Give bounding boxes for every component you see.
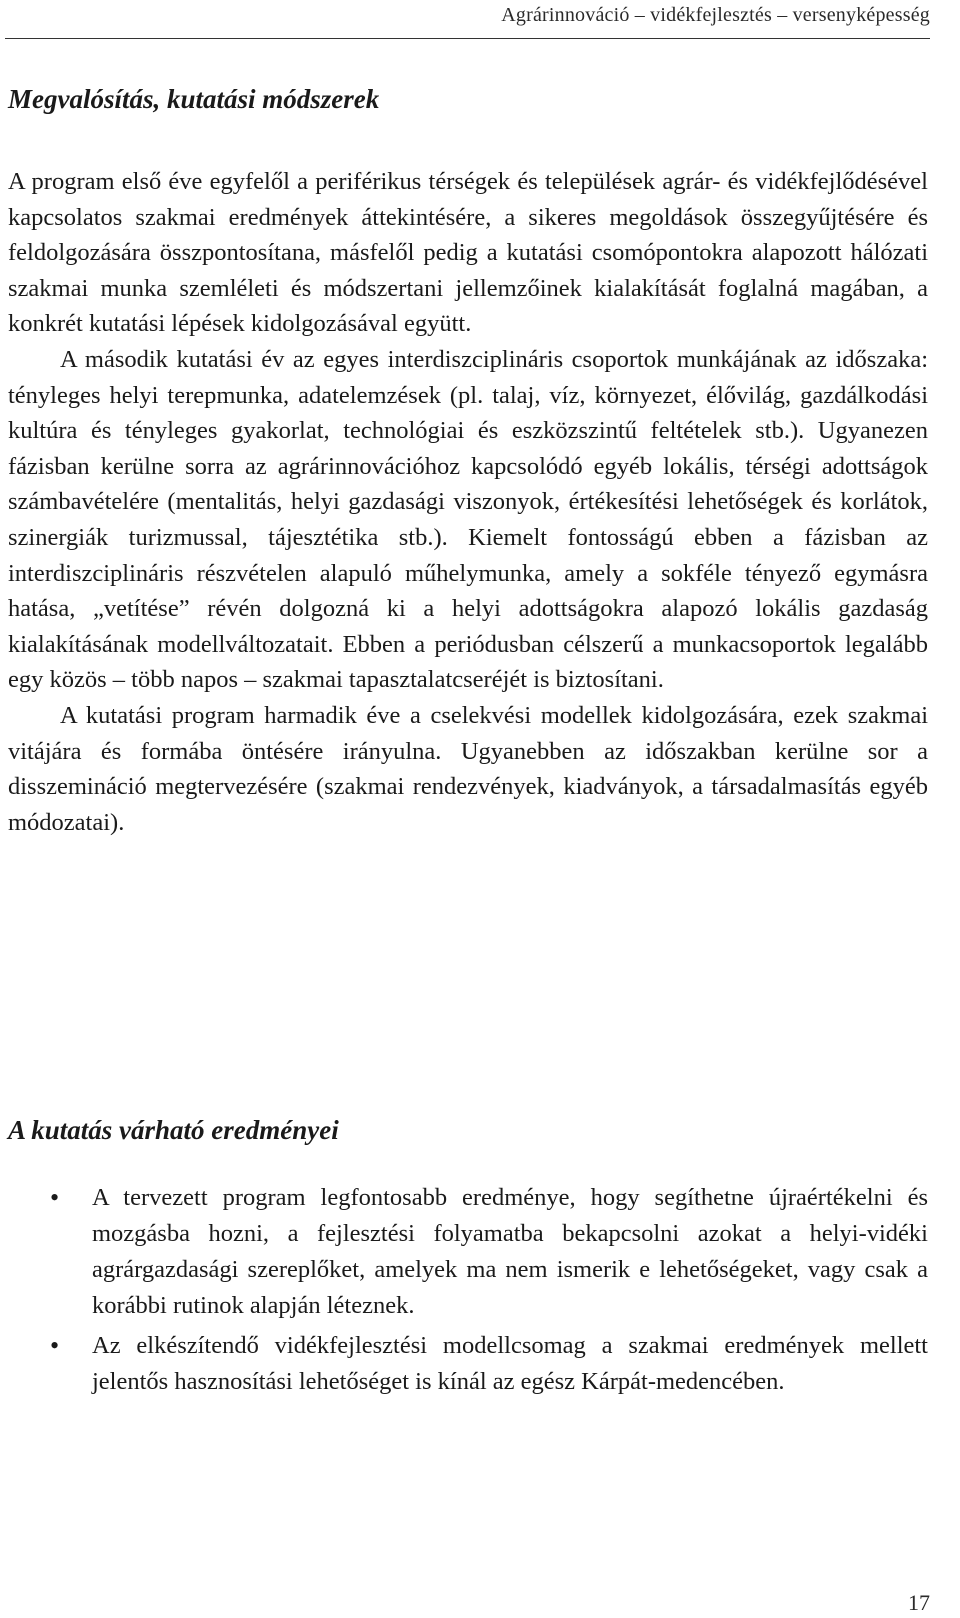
header-rule (5, 38, 930, 39)
paragraph-year-three: A kutatási program harmadik éve a cselekvési modellek kidolgozására, ezek szakmai vitájára és formába öntésére irányulna. Ugyanebben az időszakban kerülne sor a disszemináció megtervezésére (szakmai rendezvények, kiadványok, a társadalmasítás egyéb módozatai). (8, 701, 928, 836)
list-item-text: Az elkészítendő vidékfejlesztési modellcsomag a szakmai eredmények mellett jelentős hasznosítási lehetőséget is kínál az egész Kárpát-medencében. (92, 1332, 928, 1395)
paragraph-year-one: A program első éve egyfelől a periférikus térségek és települések agrár- és vidékfejlődésével kapcsolatos szakmai eredmények áttekintésére, a sikeres megoldások összegyűjtésére és feldolgozására összpontosítana, másfelől pedig a kutatási csomópontokra alapozott hálózati szakmai munka szemléleti és módszertani jellemzőinek kialakítását foglalná magában, a konkrét kutatási lépések kidolgozásával együtt. (8, 168, 928, 338)
expected-results-list (50, 1180, 928, 1404)
methods-body (8, 164, 928, 840)
list-item (50, 1328, 928, 1400)
list-item (50, 1180, 928, 1324)
page-number: 17 (908, 1590, 930, 1615)
running-header: Agrárinnováció – vidékfejlesztés – versenyképesség (501, 4, 930, 26)
bullet-icon: • (50, 1331, 60, 1360)
section-heading-expected-results: A kutatás várható eredményei (8, 1115, 339, 1145)
bullet-icon: • (50, 1183, 60, 1212)
section-heading-methods: Megvalósítás, kutatási módszerek (8, 84, 380, 114)
list-item-text: A tervezett program legfontosabb eredménye, hogy segíthetne újraértékelni és mozgásba hozni, a fejlesztési folyamatba bekapcsolni azokat a helyi-vidéki agrárgazdasági szereplőket, amelyek ma nem ismerik e lehetőségeket, vagy csak a korábbi rutinok alapján léteznek. (92, 1184, 928, 1319)
paragraph-year-two: A második kutatási év az egyes interdiszciplináris csoportok munkájának az időszaka: tényleges helyi terepmunka, adatelemzések (pl. talaj, víz, környezet, élővilág, gazdálkodási kultúra és tényleges gyakorlat, technológiai és eszközszintű feltételek stb.). Ugyanezen fázisban kerülne sorra az agrárinnovációhoz kapcsolódó egyéb lokális, térségi adottságok számbavételére (mentalitás, helyi gazdasági viszonyok, értékesítési lehetőségek és korlátok, szinergiák turizmussal, tájesztétika stb.). Kiemelt fontosságú ebben a fázisban az interdiszciplináris részvételen alapuló műhelymunka, amely a sokféle tényező egymásra hatása, „vetítése” révén dolgozná ki a helyi adottságokra alapozó lokális gazdaság kialakításának modellváltozatait. Ebben a periódusban célszerű a munkacsoportok legalább egy közös – több napos – szakmai tapasztalatcseréjét is biztosítani. (8, 345, 928, 694)
